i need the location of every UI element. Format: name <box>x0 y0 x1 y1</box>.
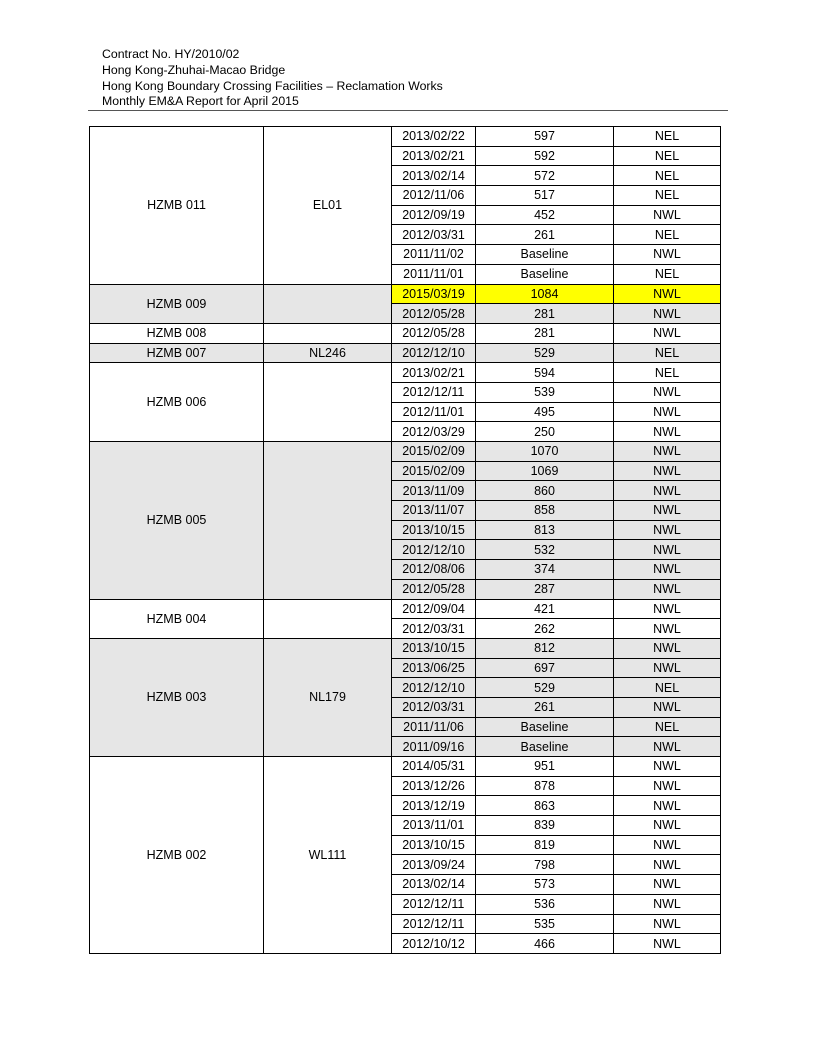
direction-cell: NWL <box>614 422 721 442</box>
value-cell: 261 <box>476 225 614 245</box>
value-cell: 573 <box>476 875 614 895</box>
monitoring-point-cell: HZMB 005 <box>90 442 264 600</box>
value-cell: 951 <box>476 757 614 777</box>
direction-cell: NWL <box>614 540 721 560</box>
direction-cell: NWL <box>614 737 721 757</box>
direction-cell: NEL <box>614 225 721 245</box>
value-cell: 261 <box>476 697 614 717</box>
monitoring-table-body <box>90 127 721 954</box>
table-row <box>90 284 721 304</box>
value-cell: Baseline <box>476 245 614 265</box>
date-cell: 2012/09/19 <box>392 205 476 225</box>
date-cell: 2012/12/11 <box>392 914 476 934</box>
station-cell: WL111 <box>264 757 392 954</box>
value-cell: 281 <box>476 323 614 343</box>
table-row <box>90 323 721 343</box>
date-cell: 2012/09/04 <box>392 599 476 619</box>
date-cell: 2012/11/06 <box>392 186 476 206</box>
direction-cell: NWL <box>614 501 721 521</box>
direction-cell: NWL <box>614 520 721 540</box>
direction-cell: NEL <box>614 166 721 186</box>
value-cell: 592 <box>476 146 614 166</box>
date-cell: 2012/12/10 <box>392 540 476 560</box>
date-cell: 2015/02/09 <box>392 461 476 481</box>
value-cell: 812 <box>476 638 614 658</box>
direction-cell: NWL <box>614 697 721 717</box>
date-cell: 2013/12/26 <box>392 776 476 796</box>
value-cell: 878 <box>476 776 614 796</box>
value-cell: 597 <box>476 127 614 147</box>
value-cell: 539 <box>476 382 614 402</box>
value-cell: 421 <box>476 599 614 619</box>
value-cell: 262 <box>476 619 614 639</box>
station-cell <box>264 323 392 343</box>
date-cell: 2012/03/31 <box>392 697 476 717</box>
table-row <box>90 363 721 383</box>
header-contract-line: Contract No. HY/2010/02 <box>102 47 240 61</box>
value-cell: 452 <box>476 205 614 225</box>
direction-cell: NEL <box>614 717 721 737</box>
value-cell: 1070 <box>476 442 614 462</box>
direction-cell: NWL <box>614 914 721 934</box>
value-cell: Baseline <box>476 737 614 757</box>
monitoring-point-cell: HZMB 004 <box>90 599 264 638</box>
value-cell: 594 <box>476 363 614 383</box>
direction-cell: NWL <box>614 638 721 658</box>
table-row <box>90 343 721 363</box>
station-cell: NL246 <box>264 343 392 363</box>
value-cell: 374 <box>476 560 614 580</box>
value-cell: 529 <box>476 343 614 363</box>
date-cell: 2013/06/25 <box>392 658 476 678</box>
direction-cell: NEL <box>614 343 721 363</box>
table-row <box>90 442 721 462</box>
value-cell: 819 <box>476 835 614 855</box>
value-cell: 1069 <box>476 461 614 481</box>
direction-cell: NWL <box>614 323 721 343</box>
monitoring-point-cell: HZMB 011 <box>90 127 264 285</box>
value-cell: 281 <box>476 304 614 324</box>
direction-cell: NWL <box>614 402 721 422</box>
direction-cell: NWL <box>614 205 721 225</box>
direction-cell: NWL <box>614 835 721 855</box>
date-cell: 2012/03/31 <box>392 619 476 639</box>
date-cell: 2012/03/29 <box>392 422 476 442</box>
direction-cell: NWL <box>614 894 721 914</box>
direction-cell: NWL <box>614 442 721 462</box>
direction-cell: NWL <box>614 776 721 796</box>
date-cell: 2013/11/07 <box>392 501 476 521</box>
value-cell: 466 <box>476 934 614 954</box>
monitoring-table <box>89 126 721 954</box>
date-cell: 2013/11/01 <box>392 816 476 836</box>
direction-cell: NWL <box>614 481 721 501</box>
header-facility-line: Hong Kong Boundary Crossing Facilities – Reclamation Works <box>102 78 443 93</box>
date-cell: 2012/05/28 <box>392 579 476 599</box>
table-row <box>90 638 721 658</box>
date-cell: 2013/02/22 <box>392 127 476 147</box>
date-cell: 2013/02/21 <box>392 363 476 383</box>
value-cell: 858 <box>476 501 614 521</box>
table-row <box>90 599 721 619</box>
date-cell: 2013/11/09 <box>392 481 476 501</box>
date-cell: 2013/02/21 <box>392 146 476 166</box>
monitoring-point-cell: HZMB 008 <box>90 323 264 343</box>
direction-cell: NWL <box>614 619 721 639</box>
date-cell: 2013/12/19 <box>392 796 476 816</box>
direction-cell: NEL <box>614 127 721 147</box>
date-cell: 2012/12/11 <box>392 382 476 402</box>
direction-cell: NWL <box>614 816 721 836</box>
direction-cell: NEL <box>614 146 721 166</box>
direction-cell: NEL <box>614 186 721 206</box>
value-cell: 495 <box>476 402 614 422</box>
date-cell: 2012/05/28 <box>392 304 476 324</box>
station-cell: NL179 <box>264 638 392 756</box>
direction-cell: NWL <box>614 461 721 481</box>
value-cell: 860 <box>476 481 614 501</box>
header-report-line: Monthly EM&A Report for April 2015 <box>102 94 299 109</box>
direction-cell: NWL <box>614 855 721 875</box>
value-cell: 813 <box>476 520 614 540</box>
value-cell: 697 <box>476 658 614 678</box>
direction-cell: NWL <box>614 304 721 324</box>
direction-cell: NWL <box>614 245 721 265</box>
value-cell: 517 <box>476 186 614 206</box>
direction-cell: NWL <box>614 382 721 402</box>
value-cell: 572 <box>476 166 614 186</box>
date-cell: 2013/02/14 <box>392 166 476 186</box>
value-cell: Baseline <box>476 717 614 737</box>
station-cell <box>264 442 392 600</box>
direction-cell: NEL <box>614 678 721 698</box>
table-row <box>90 757 721 777</box>
direction-cell: NWL <box>614 875 721 895</box>
value-cell: 535 <box>476 914 614 934</box>
direction-cell: NWL <box>614 579 721 599</box>
direction-cell: NWL <box>614 757 721 777</box>
direction-cell: NEL <box>614 264 721 284</box>
date-cell: 2012/12/11 <box>392 894 476 914</box>
value-cell: 529 <box>476 678 614 698</box>
value-cell: Baseline <box>476 264 614 284</box>
monitoring-point-cell: HZMB 002 <box>90 757 264 954</box>
date-cell: 2013/09/24 <box>392 855 476 875</box>
monitoring-point-cell: HZMB 007 <box>90 343 264 363</box>
station-cell <box>264 284 392 323</box>
date-cell: 2012/08/06 <box>392 560 476 580</box>
report-header <box>102 47 443 110</box>
station-cell: EL01 <box>264 127 392 285</box>
value-cell: 839 <box>476 816 614 836</box>
header-project-line: Hong Kong-Zhuhai-Macao Bridge <box>102 62 286 77</box>
date-cell: 2012/05/28 <box>392 323 476 343</box>
date-cell: 2014/05/31 <box>392 757 476 777</box>
date-cell: 2012/12/10 <box>392 678 476 698</box>
date-cell: 2011/09/16 <box>392 737 476 757</box>
date-cell: 2015/03/19 <box>392 284 476 304</box>
date-cell: 2013/02/14 <box>392 875 476 895</box>
value-cell: 536 <box>476 894 614 914</box>
date-cell: 2013/10/15 <box>392 520 476 540</box>
value-cell: 1084 <box>476 284 614 304</box>
direction-cell: NWL <box>614 934 721 954</box>
date-cell: 2012/03/31 <box>392 225 476 245</box>
value-cell: 798 <box>476 855 614 875</box>
table-row <box>90 127 721 147</box>
station-cell <box>264 599 392 638</box>
monitoring-point-cell: HZMB 003 <box>90 638 264 756</box>
header-divider <box>88 110 728 111</box>
value-cell: 250 <box>476 422 614 442</box>
date-cell: 2011/11/06 <box>392 717 476 737</box>
date-cell: 2011/11/01 <box>392 264 476 284</box>
date-cell: 2015/02/09 <box>392 442 476 462</box>
value-cell: 532 <box>476 540 614 560</box>
direction-cell: NWL <box>614 599 721 619</box>
direction-cell: NWL <box>614 658 721 678</box>
monitoring-point-cell: HZMB 009 <box>90 284 264 323</box>
date-cell: 2013/10/15 <box>392 638 476 658</box>
monitoring-point-cell: HZMB 006 <box>90 363 264 442</box>
value-cell: 287 <box>476 579 614 599</box>
date-cell: 2011/11/02 <box>392 245 476 265</box>
direction-cell: NWL <box>614 284 721 304</box>
station-cell <box>264 363 392 442</box>
direction-cell: NWL <box>614 796 721 816</box>
date-cell: 2012/10/12 <box>392 934 476 954</box>
value-cell: 863 <box>476 796 614 816</box>
direction-cell: NWL <box>614 560 721 580</box>
date-cell: 2012/12/10 <box>392 343 476 363</box>
date-cell: 2012/11/01 <box>392 402 476 422</box>
date-cell: 2013/10/15 <box>392 835 476 855</box>
direction-cell: NEL <box>614 363 721 383</box>
